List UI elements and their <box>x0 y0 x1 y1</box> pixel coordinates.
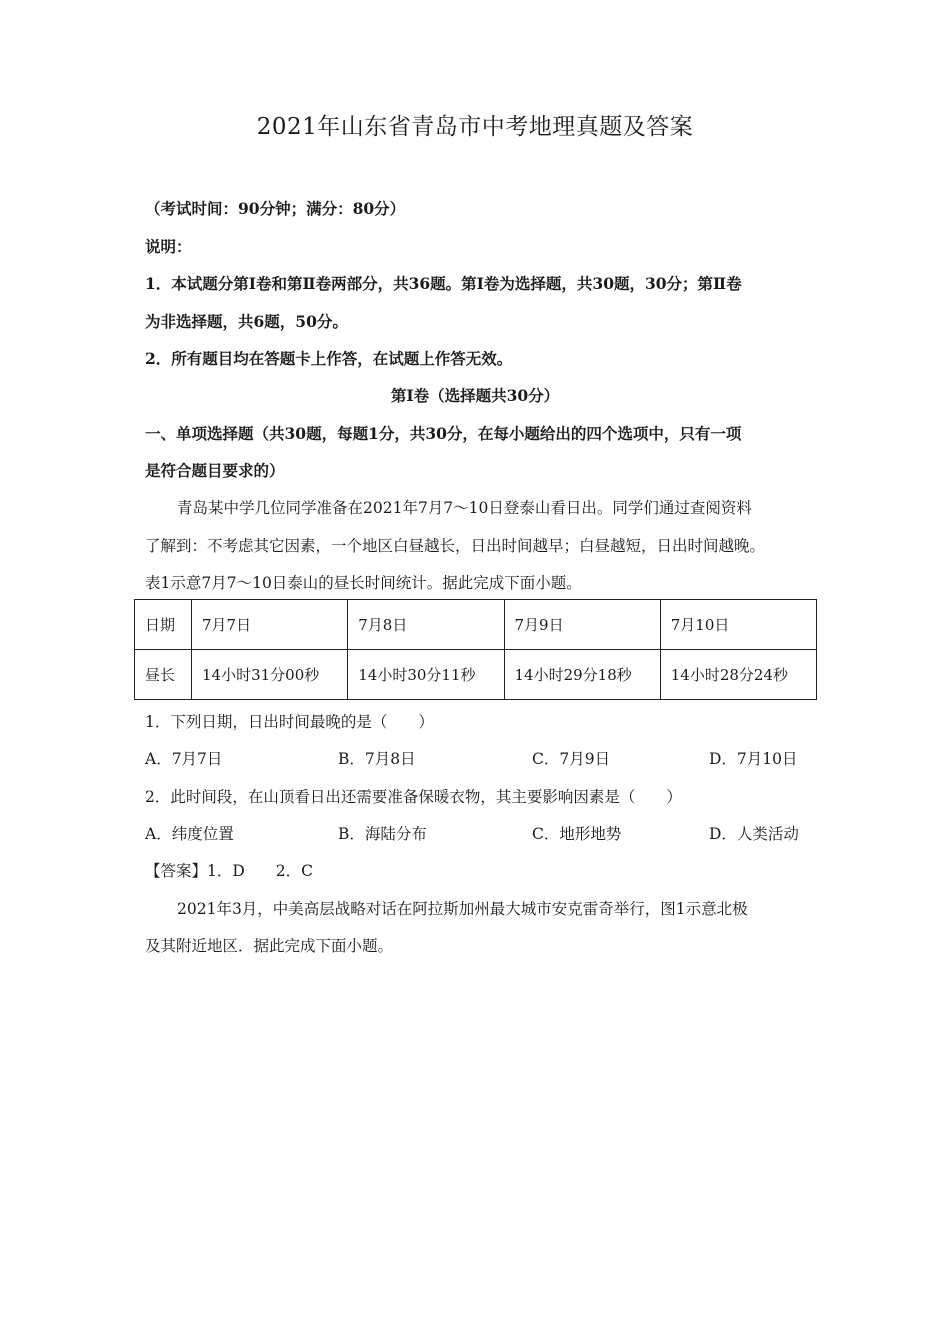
question-2-option-b: B．海陆分布 <box>338 825 427 843</box>
question-1-stem: 1．下列日期，日出时间最晚的是（ ） <box>145 713 434 731</box>
table-cell: 7月10日 <box>660 600 816 650</box>
notes-heading: 说明： <box>145 237 192 256</box>
note-item-2: 2．所有题目均在答题卡上作答，在试题上作答无效。 <box>145 349 513 368</box>
note-item-1-line-1: 1．本试题分第Ⅰ卷和第Ⅱ卷两部分，共36题。第Ⅰ卷为选择题，共30题，30分；第Ⅱ卷 <box>145 274 742 293</box>
table-cell: 7月7日 <box>192 600 348 650</box>
table-row <box>135 600 817 650</box>
question-2-stem: 2．此时间段，在山顶看日出还需要准备保暖衣物，其主要影响因素是（ ） <box>145 788 682 806</box>
question-1-option-c: C．7月9日 <box>532 750 611 768</box>
passage1-line-3: 表1示意7月7～10日泰山的昼长时间统计。据此完成下面小题。 <box>145 574 582 592</box>
question-2-option-d: D．人类活动 <box>709 825 799 843</box>
passage1-line-2: 了解到：不考虑其它因素，一个地区白昼越长，日出时间越早；白昼越短，日出时间越晚。 <box>145 537 766 555</box>
table-header-date: 日期 <box>135 600 192 650</box>
table-cell: 14小时30分11秒 <box>348 650 504 700</box>
part1-heading-line-1: 一、单项选择题（共30题，每题1分，共30分，在每小题给出的四个选项中，只有一项 <box>145 424 742 443</box>
table-cell: 7月8日 <box>348 600 504 650</box>
passage2-line-1: 2021年3月，中美高层战略对话在阿拉斯加州最大城市安克雷奇举行，图1示意北极 <box>177 900 748 918</box>
exam-info: （考试时间：90分钟；满分：80分） <box>145 199 406 218</box>
part1-heading-line-2: 是符合题目要求的） <box>145 461 285 480</box>
passage1-line-1: 青岛某中学几位同学准备在2021年7月7～10日登泰山看日出。同学们通过查阅资料 <box>177 499 752 517</box>
table-row <box>135 650 817 700</box>
note-item-1-line-2: 为非选择题，共6题，50分。 <box>145 312 348 331</box>
table-cell: 7月9日 <box>504 600 660 650</box>
table-cell: 14小时28分24秒 <box>660 650 816 700</box>
question-1-option-b: B．7月8日 <box>338 750 416 768</box>
daylength-table <box>134 599 817 700</box>
question-2-option-c: C．地形地势 <box>532 825 622 843</box>
answer-line: 【答案】1．D 2．C <box>145 862 314 880</box>
section-title: 第Ⅰ卷（选择题共30分） <box>390 386 560 405</box>
table-cell: 14小时29分18秒 <box>504 650 660 700</box>
document-title: 2021年山东省青岛市中考地理真题及答案 <box>256 114 694 140</box>
table-cell: 14小时31分00秒 <box>192 650 348 700</box>
question-1-option-a: A．7月7日 <box>145 750 223 768</box>
question-1-option-d: D．7月10日 <box>709 750 798 768</box>
table-header-daylength: 昼长 <box>135 650 192 700</box>
question-2-option-a: A．纬度位置 <box>145 825 234 843</box>
passage2-line-2: 及其附近地区．据此完成下面小题。 <box>145 937 394 955</box>
